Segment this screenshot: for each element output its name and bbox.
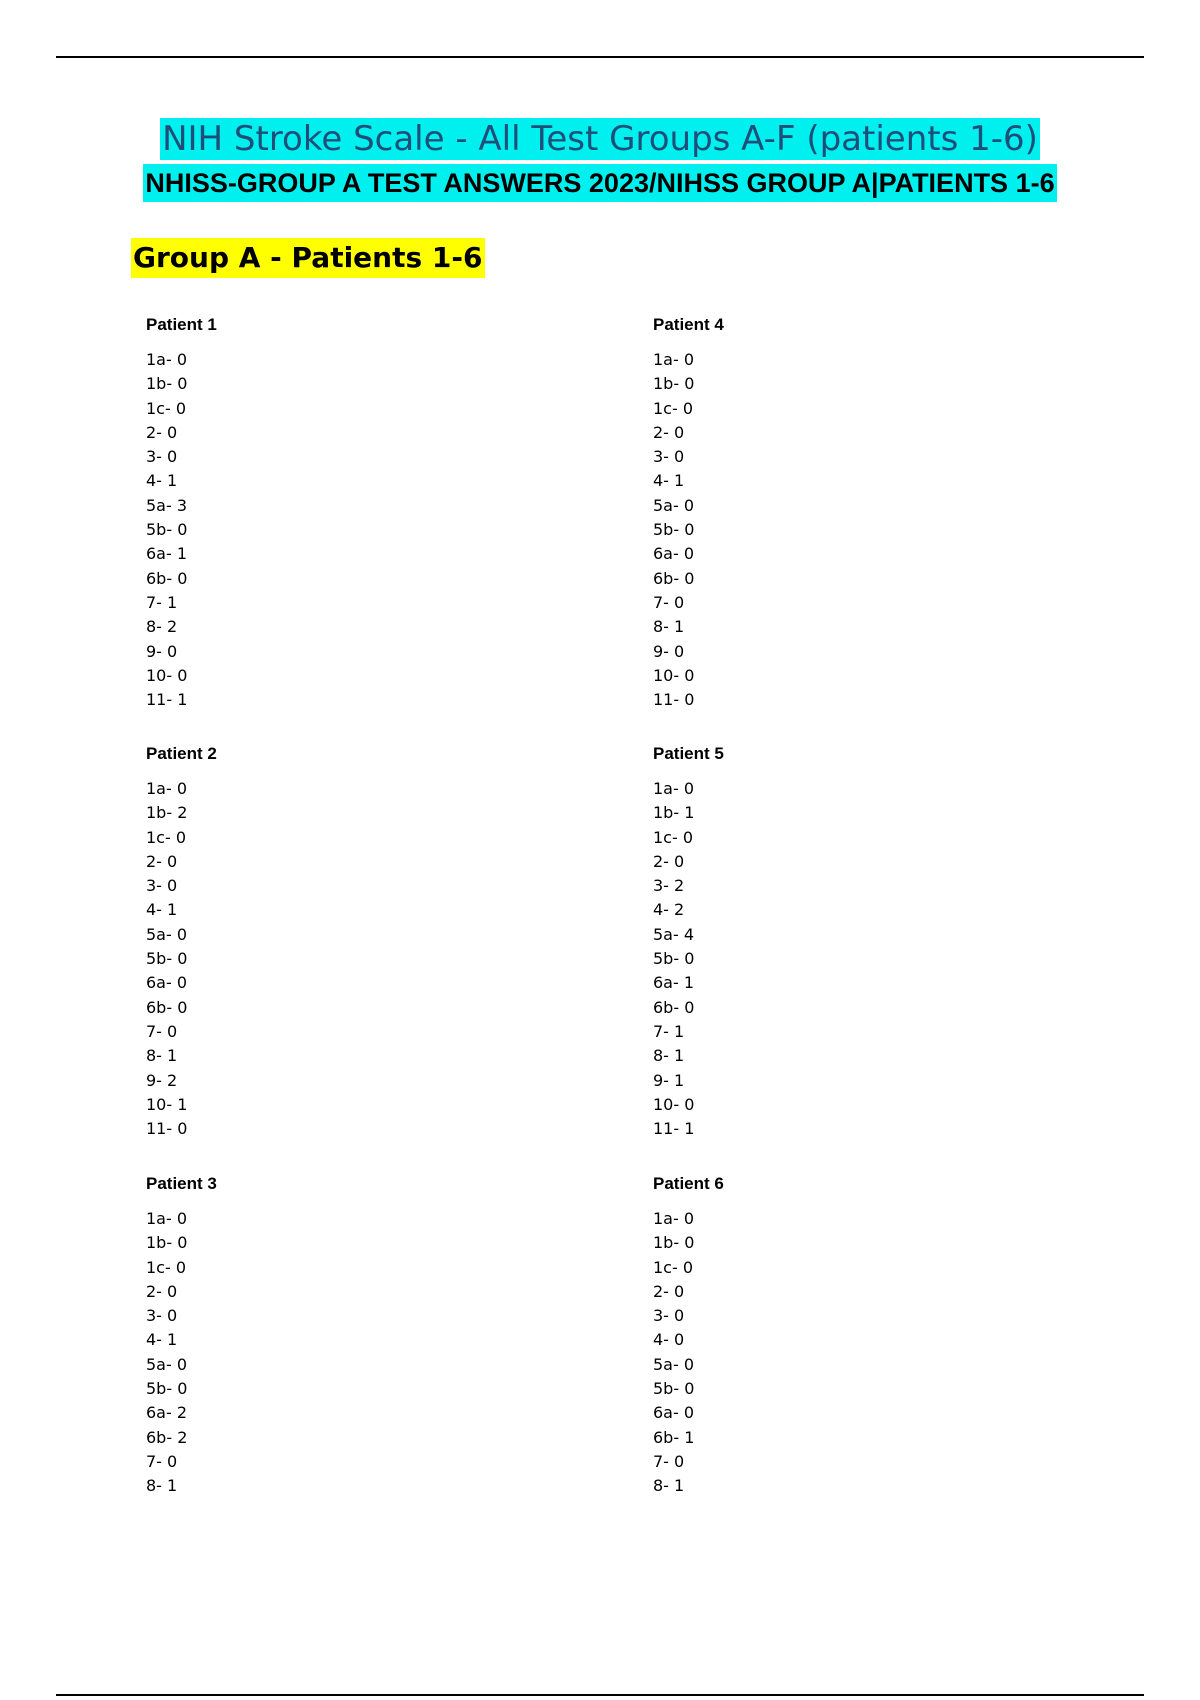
score-line: 5b- 0 — [146, 520, 188, 540]
score-line: 1c- 0 — [653, 1257, 694, 1277]
score-line: 1a- 0 — [653, 779, 695, 798]
score-line: 1c- 0 — [146, 398, 187, 418]
score-line: 7- 0 — [146, 1021, 178, 1041]
score-list — [146, 1207, 546, 1499]
score-line: 1a- 0 — [653, 1209, 695, 1228]
score-line: 5a- 0 — [653, 1354, 695, 1374]
score-line: 2- 0 — [146, 1281, 178, 1301]
score-line: 6a- 0 — [653, 544, 695, 564]
score-line: 6a- 2 — [146, 1403, 188, 1423]
document-subtitle: NHISS-GROUP A TEST ANSWERS 2023/NIHSS GROUP A|PATIENTS 1-6 — [143, 164, 1056, 202]
score-line: 6b- 1 — [653, 1427, 695, 1447]
top-rule — [56, 56, 1144, 58]
score-line: 5a- 0 — [146, 1354, 188, 1374]
patient-1-section — [146, 314, 546, 712]
score-line: 6a- 1 — [653, 973, 695, 993]
score-line: 3- 0 — [653, 447, 685, 467]
score-line: 2- 0 — [146, 851, 178, 871]
score-line: 10- 0 — [653, 665, 695, 685]
score-line: 2- 0 — [653, 422, 685, 442]
score-line: 5b- 0 — [653, 520, 695, 540]
score-list — [653, 777, 1053, 1141]
score-line: 11- 1 — [146, 690, 188, 710]
score-line: 6b- 0 — [653, 997, 695, 1017]
score-line: 9- 2 — [146, 1070, 178, 1090]
score-line: 5b- 0 — [146, 949, 188, 969]
score-line: 2- 0 — [146, 422, 178, 442]
score-list — [653, 1207, 1053, 1499]
score-line: 3- 0 — [146, 447, 178, 467]
score-line: 11- 1 — [653, 1119, 695, 1139]
score-line: 5a- 0 — [653, 495, 695, 515]
score-line: 7- 0 — [653, 1451, 685, 1471]
score-line: 10- 1 — [146, 1094, 188, 1114]
score-line: 1c- 0 — [653, 827, 694, 847]
score-line: 9- 0 — [653, 641, 685, 661]
score-line: 6b- 0 — [146, 568, 188, 588]
title-block — [0, 118, 1200, 202]
score-line: 4- 0 — [653, 1330, 685, 1350]
score-line: 6b- 2 — [146, 1427, 188, 1447]
score-line: 3- 0 — [653, 1306, 685, 1326]
score-line: 10- 0 — [146, 665, 188, 685]
score-line: 5a- 4 — [653, 924, 695, 944]
patient-title: Patient 1 — [146, 315, 217, 334]
score-line: 1c- 0 — [146, 827, 187, 847]
score-line: 5b- 0 — [146, 1379, 188, 1399]
score-line: 1b- 0 — [653, 374, 695, 394]
score-line: 7- 0 — [146, 1451, 178, 1471]
score-line: 9- 0 — [146, 641, 178, 661]
score-line: 8- 1 — [653, 1476, 685, 1496]
score-line: 3- 0 — [146, 1306, 178, 1326]
score-line: 4- 1 — [146, 471, 178, 491]
score-line: 5b- 0 — [653, 1379, 695, 1399]
score-line: 7- 1 — [653, 1021, 685, 1041]
score-line: 8- 1 — [653, 617, 685, 637]
score-line: 3- 0 — [146, 876, 178, 896]
score-line: 4- 1 — [146, 1330, 178, 1350]
patient-4-section — [653, 314, 1053, 712]
score-line: 7- 1 — [146, 592, 178, 612]
score-list — [146, 348, 546, 712]
patient-3-section — [146, 1173, 546, 1499]
score-line: 2- 0 — [653, 1281, 685, 1301]
score-line: 1b- 0 — [146, 374, 188, 394]
score-line: 4- 1 — [146, 900, 178, 920]
score-line: 1a- 0 — [146, 350, 188, 369]
patient-title: Patient 2 — [146, 744, 217, 763]
patient-6-section — [653, 1173, 1053, 1499]
score-line: 1a- 0 — [653, 350, 695, 369]
score-line: 5b- 0 — [653, 949, 695, 969]
score-line: 2- 0 — [653, 851, 685, 871]
score-line: 8- 1 — [653, 1046, 685, 1066]
score-line: 1b- 0 — [146, 1233, 188, 1253]
patient-2-section — [146, 743, 546, 1141]
score-line: 4- 1 — [653, 471, 685, 491]
patient-title: Patient 3 — [146, 1174, 217, 1193]
score-line: 1b- 1 — [653, 803, 695, 823]
patient-5-section — [653, 743, 1053, 1141]
score-line: 1a- 0 — [146, 779, 188, 798]
score-line: 1a- 0 — [146, 1209, 188, 1228]
patient-title: Patient 5 — [653, 744, 724, 763]
score-line: 10- 0 — [653, 1094, 695, 1114]
score-line: 1c- 0 — [146, 1257, 187, 1277]
score-line: 4- 2 — [653, 900, 685, 920]
score-line: 6a- 1 — [146, 544, 188, 564]
score-line: 6b- 0 — [653, 568, 695, 588]
bottom-rule — [56, 1694, 1144, 1696]
score-line: 8- 1 — [146, 1046, 178, 1066]
score-line: 1b- 0 — [653, 1233, 695, 1253]
score-line: 5a- 3 — [146, 495, 188, 515]
score-list — [146, 777, 546, 1141]
score-list — [653, 348, 1053, 712]
score-line: 6a- 0 — [146, 973, 188, 993]
score-line: 11- 0 — [653, 690, 695, 710]
score-line: 1b- 2 — [146, 803, 188, 823]
score-line: 11- 0 — [146, 1119, 188, 1139]
score-line: 6a- 0 — [653, 1403, 695, 1423]
score-line: 6b- 0 — [146, 997, 188, 1017]
group-heading: Group A - Patients 1-6 — [131, 238, 485, 278]
score-line: 1c- 0 — [653, 398, 694, 418]
score-line: 8- 1 — [146, 1476, 178, 1496]
score-line: 8- 2 — [146, 617, 178, 637]
document-title: NIH Stroke Scale - All Test Groups A-F (patients 1-6) — [162, 119, 1038, 159]
patient-title: Patient 6 — [653, 1174, 724, 1193]
score-line: 3- 2 — [653, 876, 685, 896]
score-line: 7- 0 — [653, 592, 685, 612]
score-line: 9- 1 — [653, 1070, 685, 1090]
patient-title: Patient 4 — [653, 315, 724, 334]
score-line: 5a- 0 — [146, 924, 188, 944]
